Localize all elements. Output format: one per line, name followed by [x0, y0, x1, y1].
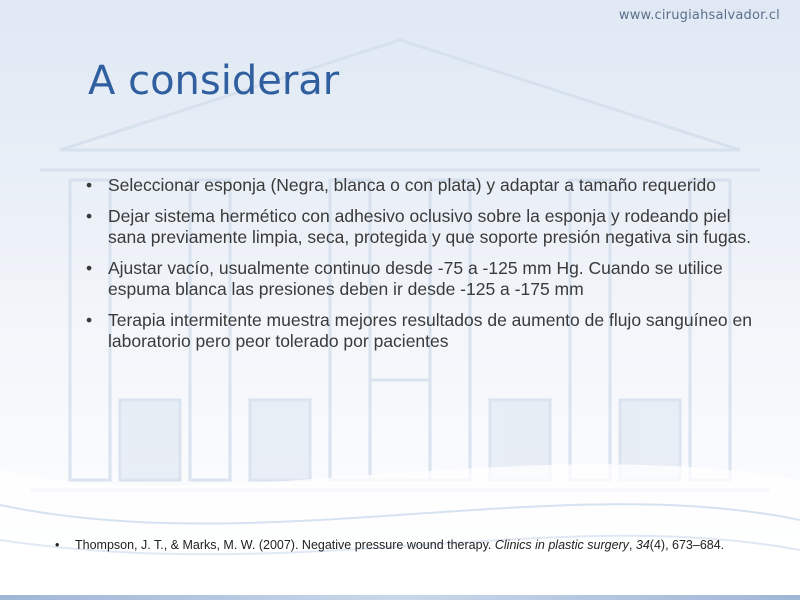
list-item	[86, 175, 766, 196]
bullet-text: Dejar sistema hermético con adhesivo oclusivo sobre la esponja y rodeando piel sana previamente limpia, seca, protegida y que soporte presión negativa sin fugas.	[108, 206, 752, 247]
bullet-marker: •	[86, 258, 93, 278]
bullet-list	[86, 175, 766, 362]
list-item	[86, 206, 766, 248]
bottom-border	[0, 595, 800, 600]
list-item	[86, 258, 766, 300]
bullet-marker: •	[86, 310, 93, 330]
reference-issue-pages: (4), 673–684.	[649, 538, 725, 552]
bullet-text: Seleccionar esponja (Negra, blanca o con plata) y adaptar a tamaño requerido	[108, 175, 717, 195]
reference-journal: Clinics in plastic surgery	[494, 538, 629, 552]
reference-text	[55, 539, 755, 552]
reference-citation	[55, 539, 755, 552]
bullet-marker: •	[86, 175, 93, 195]
bullet-marker: •	[86, 206, 93, 226]
reference-separator: ,	[628, 538, 636, 552]
bullet-text: Terapia intermitente muestra mejores resultados de aumento de flujo sanguíneo en laboratorio pero peor tolerado por pacientes	[108, 310, 752, 351]
site-url: www.cirugiahsalvador.cl	[618, 8, 780, 23]
slide-title: A considerar	[88, 58, 340, 104]
reference-authors: Thompson, J. T., & Marks, M. W. (2007). Negative pressure wound therapy.	[75, 538, 495, 552]
list-item	[86, 310, 766, 352]
bullet-marker: •	[55, 538, 60, 552]
reference-volume: 34	[635, 538, 650, 552]
bullet-text: Ajustar vacío, usualmente continuo desde -75 a -125 mm Hg. Cuando se utilice espuma blanca las presiones deben ir desde -125 a -175 mm	[108, 258, 723, 299]
